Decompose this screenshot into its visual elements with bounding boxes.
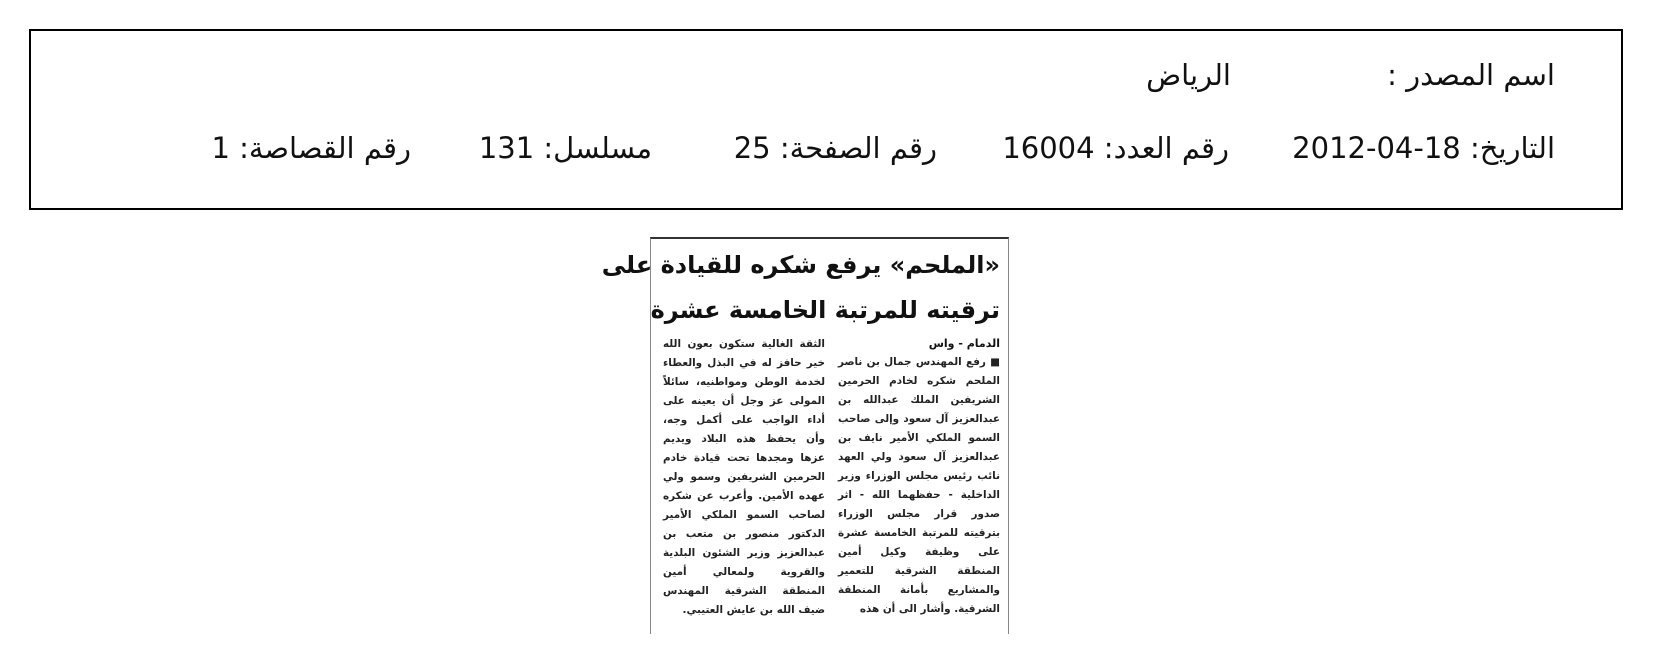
- source-label: اسم المصدر :: [1387, 58, 1555, 92]
- date-field: التاريخ: 18-04-2012: [1292, 131, 1555, 165]
- article-column-right: [838, 353, 1000, 619]
- headline-line-1: «الملحم» يرفع شكره للقيادة على: [601, 251, 1000, 279]
- source-value: الرياض: [1146, 58, 1231, 92]
- source-info-box: [29, 29, 1623, 210]
- article-column-left: [663, 335, 825, 620]
- newspaper-clipping: [601, 237, 1009, 634]
- issue-number-field: رقم العدد: 16004: [1002, 131, 1229, 165]
- article-body-left: الثقة الغالية ستكون بعون الله خير حافز له في البذل والعطاء لخدمة الوطن ومواطنيه، سائلاً المولى عز وجل أن يعينه على أداء الواجب على أكمل وجه، وأن يحفظ هذه البلاد ويديم عزها ومجدها تحت قيادة خادم الحرمين الشريفين وسمو ولي عهده الأمين. وأعرب عن شكره لصاحب السمو الملكي الأمير الدكتور منصور بن متعب بن عبدالعزيز وزير الشئون البلدية والقروية ولمعالي أمين المنطقة الشرقية المهندس ضيف الله بن عايش العتيبي.: [663, 338, 825, 616]
- page-number-field: رقم الصفحة: 25: [733, 131, 937, 165]
- serial-field: مسلسل: 131: [478, 131, 652, 165]
- article-dateline: الدمام - واس: [928, 337, 1000, 350]
- clip-number-field: رقم القصاصة: 1: [211, 131, 411, 165]
- headline-line-2: ترقيته للمرتبة الخامسة عشرة: [650, 296, 1000, 324]
- article-body-right: ■ رفع المهندس جمال بن ناصر الملحم شكره لخادم الحرمين الشريفين الملك عبدالله بن عبدالعزيز آل سعود وإلى صاحب السمو الملكي الأمير نايف بن عبدالعزيز آل سعود ولي العهد نائب رئيس مجلس الوزراء وزير الداخلية - حفظهما الله - اثر صدور قرار مجلس الوزراء بترقيته للمرتبة الخامسة عشرة على وظيفة وكيل أمين المنطقة الشرقية للتعمير والمشاريع بأمانة المنطقة الشرقية. وأشار الى أن هذه: [838, 356, 1000, 615]
